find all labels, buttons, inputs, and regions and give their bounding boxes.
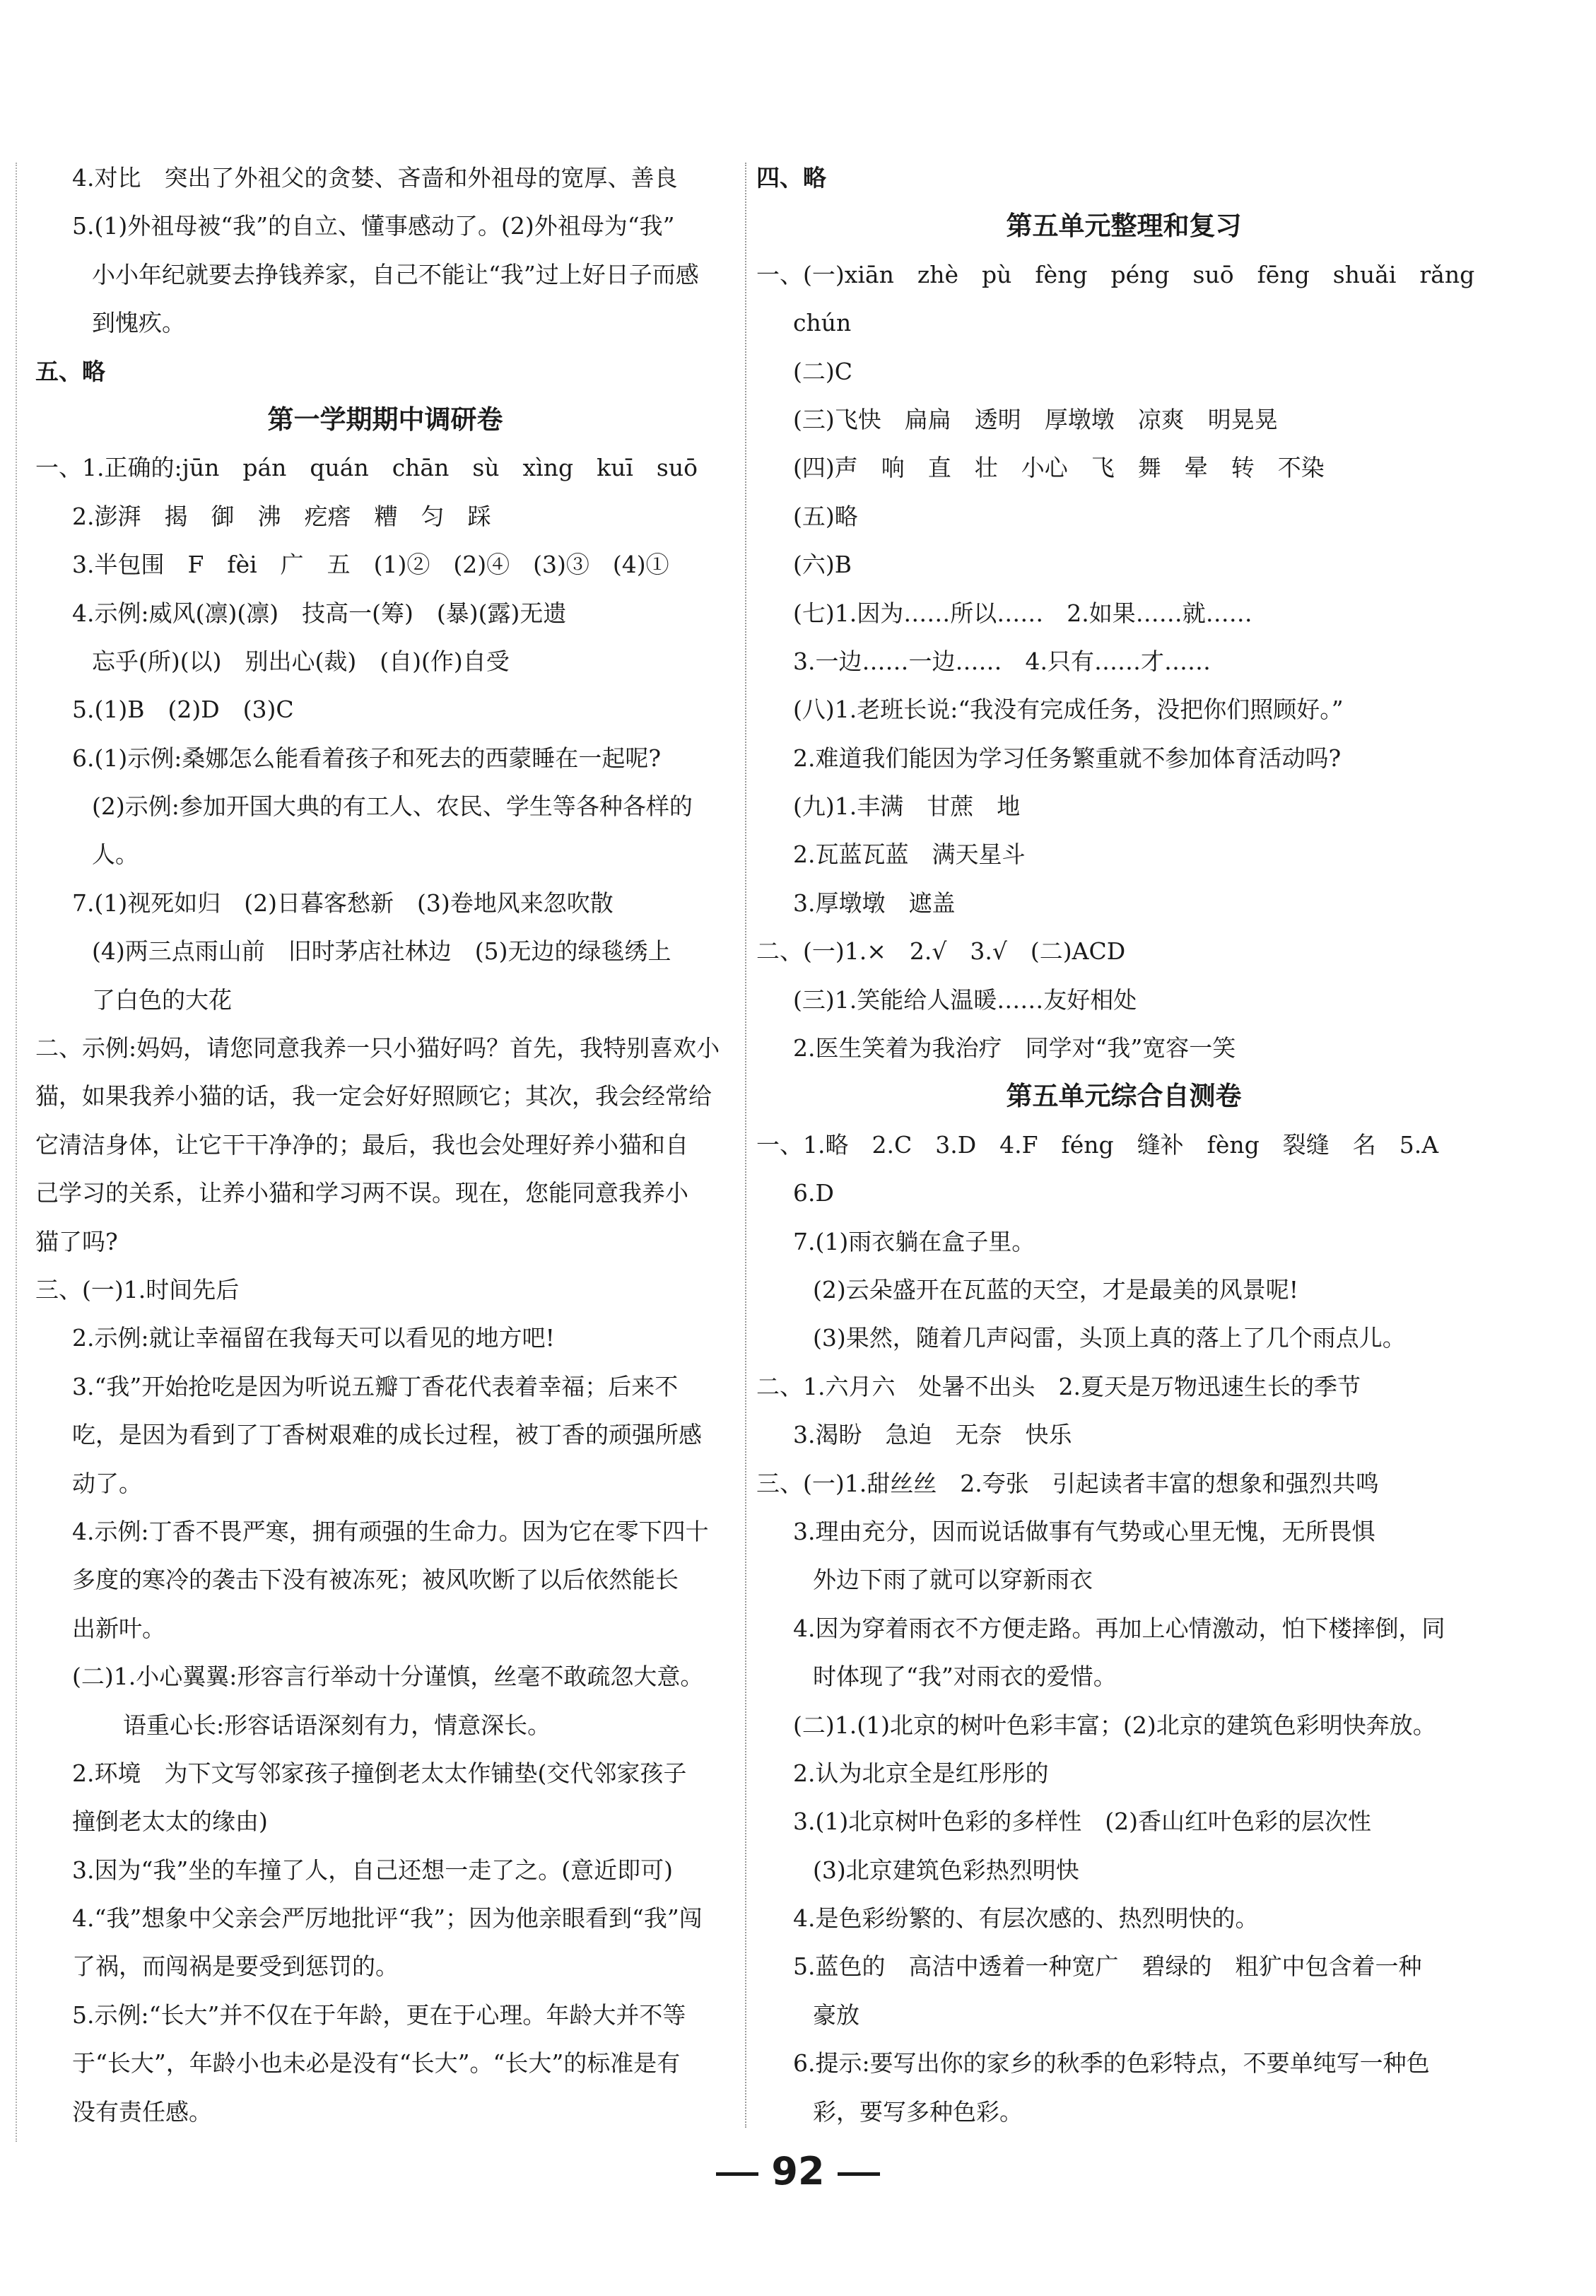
answer-line: 4.“我”想象中父亲会严厉地批评“我”；因为他亲眼看到“我”闯 <box>72 1904 703 1933</box>
section-heading: 第五单元整理和复习 <box>1006 211 1242 242</box>
page-number: 92 <box>771 2149 825 2194</box>
answer-line: (六)B <box>793 551 852 579</box>
answer-line: 3.渴盼 急迫 无奈 快乐 <box>793 1421 1072 1449</box>
answer-line: chún <box>793 309 852 337</box>
footer-dash-right <box>838 2172 880 2176</box>
answer-line: (4)两三点雨山前 旧时茅店社林边 (5)无边的绿毯绣上 <box>92 937 671 966</box>
answer-line: 语重心长:形容话语深刻有力，情意深长。 <box>123 1711 551 1739</box>
answer-line: 彩，要写多种色彩。 <box>813 2097 1023 2126</box>
column-divider <box>745 163 746 2128</box>
answer-line: 2.环境 为下文写邻家孩子撞倒老太太作铺垫(交代邻家孩子 <box>72 1759 687 1787</box>
answer-line: 三、(一)1.甜丝丝 2.夸张 引起读者丰富的想象和强烈共鸣 <box>756 1469 1379 1497</box>
answer-line: 动了。 <box>72 1469 142 1497</box>
answer-line: 猫，如果我养小猫的话，我一定会好好照顾它；其次，我会经常给 <box>35 1082 712 1111</box>
answer-line: 撞倒老太太的缘由) <box>72 1808 268 1836</box>
answer-line: 2.医生笑着为我治疗 同学对“我”宽容一笑 <box>793 1034 1236 1062</box>
answer-line: 人。 <box>92 840 139 869</box>
answer-line: 忘乎(所)(以) 别出心(裁) (自)(作)自受 <box>92 647 510 675</box>
answer-line: 五、略 <box>35 357 105 385</box>
answer-line: (三)飞快 扁扁 透明 厚墩墩 凉爽 明晃晃 <box>793 405 1278 433</box>
section-heading: 第五单元综合自测卷 <box>1006 1081 1242 1112</box>
answer-line: 6.(1)示例:桑娜怎么能看着孩子和死去的西蒙睡在一起呢? <box>72 744 662 772</box>
answer-line: 外边下雨了就可以穿新雨衣 <box>813 1566 1093 1594</box>
answer-line: 一、1.略 2.C 3.D 4.F féng 缝补 fèng 裂缝 名 5.A <box>756 1130 1439 1159</box>
answer-line: (二)1.(1)北京的树叶色彩丰富；(2)北京的建筑色彩明快奔放。 <box>793 1711 1436 1739</box>
answer-line: (2)云朵盛开在瓦蓝的天空，才是最美的风景呢! <box>813 1275 1299 1304</box>
answer-line: 于“长大”，年龄小也未必是没有“长大”。“长大”的标准是有 <box>72 2049 681 2078</box>
answer-line: 四、略 <box>756 164 826 192</box>
answer-line: 3.半包围 F fèi 广 五 (1)② (2)④ (3)③ (4)① <box>72 551 669 579</box>
answer-line: (3)北京建筑色彩热烈明快 <box>813 1856 1079 1884</box>
answer-line: 5.蓝色的 高洁中透着一种宽广 碧绿的 粗犷中包含着一种 <box>793 1952 1422 1981</box>
answer-line: 6.D <box>793 1179 834 1207</box>
answer-line: 二、示例:妈妈，请您同意我养一只小猫好吗？首先，我特别喜欢小 <box>35 1034 720 1062</box>
answer-line: 没有责任感。 <box>72 2097 212 2126</box>
answer-line: 小小年纪就要去挣钱养家，自己不能让“我”过上好日子而感 <box>92 260 699 288</box>
answer-line: 2.认为北京全是红彤彤的 <box>793 1759 1049 1787</box>
answer-line: 一、1.正确的:jūn pán quán chān sù xìng kuī suō <box>35 454 698 482</box>
answer-line: 2.示例:就让幸福留在我每天可以看见的地方吧! <box>72 1324 555 1352</box>
answer-line: (九)1.丰满 甘蔗 地 <box>793 792 1021 821</box>
answer-line: 6.提示:要写出你的家乡的秋季的色彩特点，不要单纯写一种色 <box>793 2049 1430 2078</box>
answer-line: (七)1.因为……所以…… 2.如果……就…… <box>793 599 1252 627</box>
answer-line: (四)声 响 直 壮 小心 飞 舞 晕 转 不染 <box>793 454 1325 482</box>
section-heading: 第一学期期中调研卷 <box>267 404 503 435</box>
answer-line: 5.示例:“长大”并不仅在于年龄，更在于心理。年龄大并不等 <box>72 2001 686 2029</box>
answer-line: (二)C <box>793 357 852 385</box>
answer-line: 4.因为穿着雨衣不方便走路。再加上心情激动，怕下楼摔倒，同 <box>793 1614 1445 1642</box>
answer-line: (八)1.老班长说:“我没有完成任务，没把你们照顾好。” <box>793 696 1344 724</box>
answer-line: 豪放 <box>813 2001 859 2029</box>
answer-line: 二、1.六月六 处暑不出头 2.夏天是万物迅速生长的季节 <box>756 1372 1361 1400</box>
answer-line: 它清洁身体，让它干干净净的；最后，我也会处理好养小猫和自 <box>35 1130 688 1159</box>
page-footer <box>0 2149 1596 2194</box>
answer-line: 一、(一)xiān zhè pù fèng péng suō fēng shuǎi rǎng <box>756 260 1475 288</box>
answer-line: (二)1.小心翼翼:形容言行举动十分谨慎，丝毫不敢疏忽大意。 <box>72 1663 704 1691</box>
answer-line: 吃，是因为看到了丁香树艰难的成长过程，被丁香的顽强所感 <box>72 1421 702 1449</box>
answer-line: 7.(1)视死如归 (2)日暮客愁新 (3)卷地风来忽吹散 <box>72 889 614 917</box>
answer-line: 二、(一)1.× 2.√ 3.√ (二)ACD <box>756 937 1126 966</box>
binding-margin-line <box>16 163 17 2142</box>
answer-line: 己学习的关系，让养小猫和学习两不误。现在，您能同意我养小 <box>35 1179 688 1207</box>
footer-dash-left <box>716 2172 758 2176</box>
answer-line: 2.难道我们能因为学习任务繁重就不参加体育活动吗? <box>793 744 1342 772</box>
answer-line: 3.一边……一边…… 4.只有……才…… <box>793 647 1211 675</box>
answer-line: 4.示例:威风(凛)(凛) 技高一(筹) (暴)(露)无遗 <box>72 599 567 627</box>
answer-line: (3)果然，随着几声闷雷，头顶上真的落上了几个雨点儿。 <box>813 1324 1406 1352</box>
answer-line: 多度的寒冷的袭击下没有被冻死；被风吹断了以后依然能长 <box>72 1566 679 1594</box>
answer-line: 出新叶。 <box>72 1614 165 1642</box>
answer-line: 猫了吗? <box>35 1227 118 1255</box>
answer-line: 3.理由充分，因而说话做事有气势或心里无愧，无所畏惧 <box>793 1517 1375 1545</box>
answer-line: 4.对比 突出了外祖父的贪婪、吝啬和外祖母的宽厚、善良 <box>72 164 678 192</box>
answer-line: 3.厚墩墩 遮盖 <box>793 889 956 917</box>
answer-line: 4.是色彩纷繁的、有层次感的、热烈明快的。 <box>793 1904 1259 1933</box>
answer-line: 了白色的大花 <box>92 985 232 1014</box>
answer-line: 7.(1)雨衣躺在盒子里。 <box>793 1227 1035 1255</box>
answer-line: 4.示例:丁香不畏严寒，拥有顽强的生命力。因为它在零下四十 <box>72 1517 709 1545</box>
answer-line: 到愧疚。 <box>92 309 185 337</box>
answer-line: 5.(1)B (2)D (3)C <box>72 696 294 724</box>
answer-line: 3.因为“我”坐的车撞了人，自己还想一走了之。(意近即可) <box>72 1856 673 1884</box>
answer-line: (三)1.笑能给人温暖……友好相处 <box>793 985 1137 1014</box>
answer-line: 3.“我”开始抢吃是因为听说五瓣丁香花代表着幸福；后来不 <box>72 1372 679 1400</box>
answer-line: 2.瓦蓝瓦蓝 满天星斗 <box>793 840 1026 869</box>
answer-line: 3.(1)北京树叶色彩的多样性 (2)香山红叶色彩的层次性 <box>793 1808 1371 1836</box>
answer-line: 5.(1)外祖母被“我”的自立、懂事感动了。(2)外祖母为“我” <box>72 212 675 240</box>
right-answer-column <box>756 154 1491 2136</box>
left-answer-column <box>35 154 735 2136</box>
answer-line: 2.澎湃 揭 御 沸 疙瘩 糟 匀 踩 <box>72 502 491 530</box>
answer-line: 三、(一)1.时间先后 <box>35 1275 240 1304</box>
answer-line: 了祸，而闯祸是要受到惩罚的。 <box>72 1952 399 1981</box>
answer-line: 时体现了“我”对雨衣的爱惜。 <box>813 1663 1117 1691</box>
answer-line: (2)示例:参加开国大典的有工人、农民、学生等各种各样的 <box>92 792 693 821</box>
answer-line: (五)略 <box>793 502 858 530</box>
